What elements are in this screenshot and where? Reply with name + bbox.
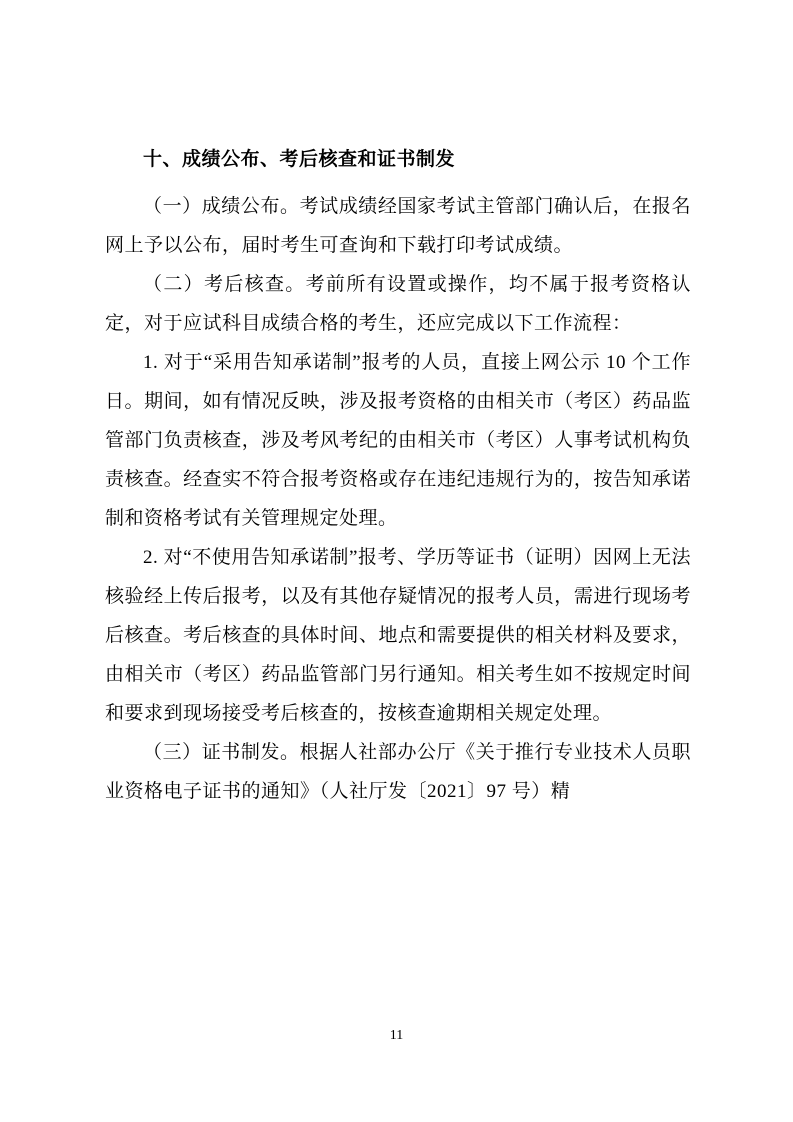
paragraph-non-commitment-system-applicants: 2. 对“不使用告知承诺制”报考、学历等证书（证明）因网上无法核验经上传后报考，以及有其他存疑情况的报考人员，需进行现场考后核查。考后核查的具体时间、地点和需要提供的相关材料及要求，由相关市（考区）药品监管部门另行通知。相关考生如不按规定时间和要求到现场接受考后核查的，按核查逾期相关规定处理。 bbox=[105, 547, 691, 724]
paragraph-score-publication: （一）成绩公布。考试成绩经国家考试主管部门确认后，在报名网上予以公布，届时考生可查询和下载打印考试成绩。 bbox=[105, 196, 691, 256]
paragraph-commitment-system-applicants: 1. 对于“采用告知承诺制”报考的人员，直接上网公示 10 个工作日。期间，如有情况反映，涉及报考资格的由相关市（考区）药品监管部门负责核查，涉及考风考纪的由相关市（考区）人事考试机构负责核查。经查实不符合报考资格或存在违纪违规行为的，按告知承诺制和资格考试有关管理规定处理。 bbox=[105, 352, 691, 529]
paragraph-certificate-issuance: （三）证书制发。根据人社部办公厅《关于推行专业技术人员职业资格电子证书的通知》（人社厅发〔2021〕97 号）精 bbox=[105, 742, 691, 802]
section-heading: 十、成绩公布、考后核查和证书制发 bbox=[143, 149, 456, 170]
paragraph-post-exam-verification-intro: （二）考后核查。考前所有设置或操作，均不属于报考资格认定，对于应试科目成绩合格的考生，还应完成以下工作流程： bbox=[105, 274, 691, 334]
page-number: 11 bbox=[389, 1028, 404, 1043]
